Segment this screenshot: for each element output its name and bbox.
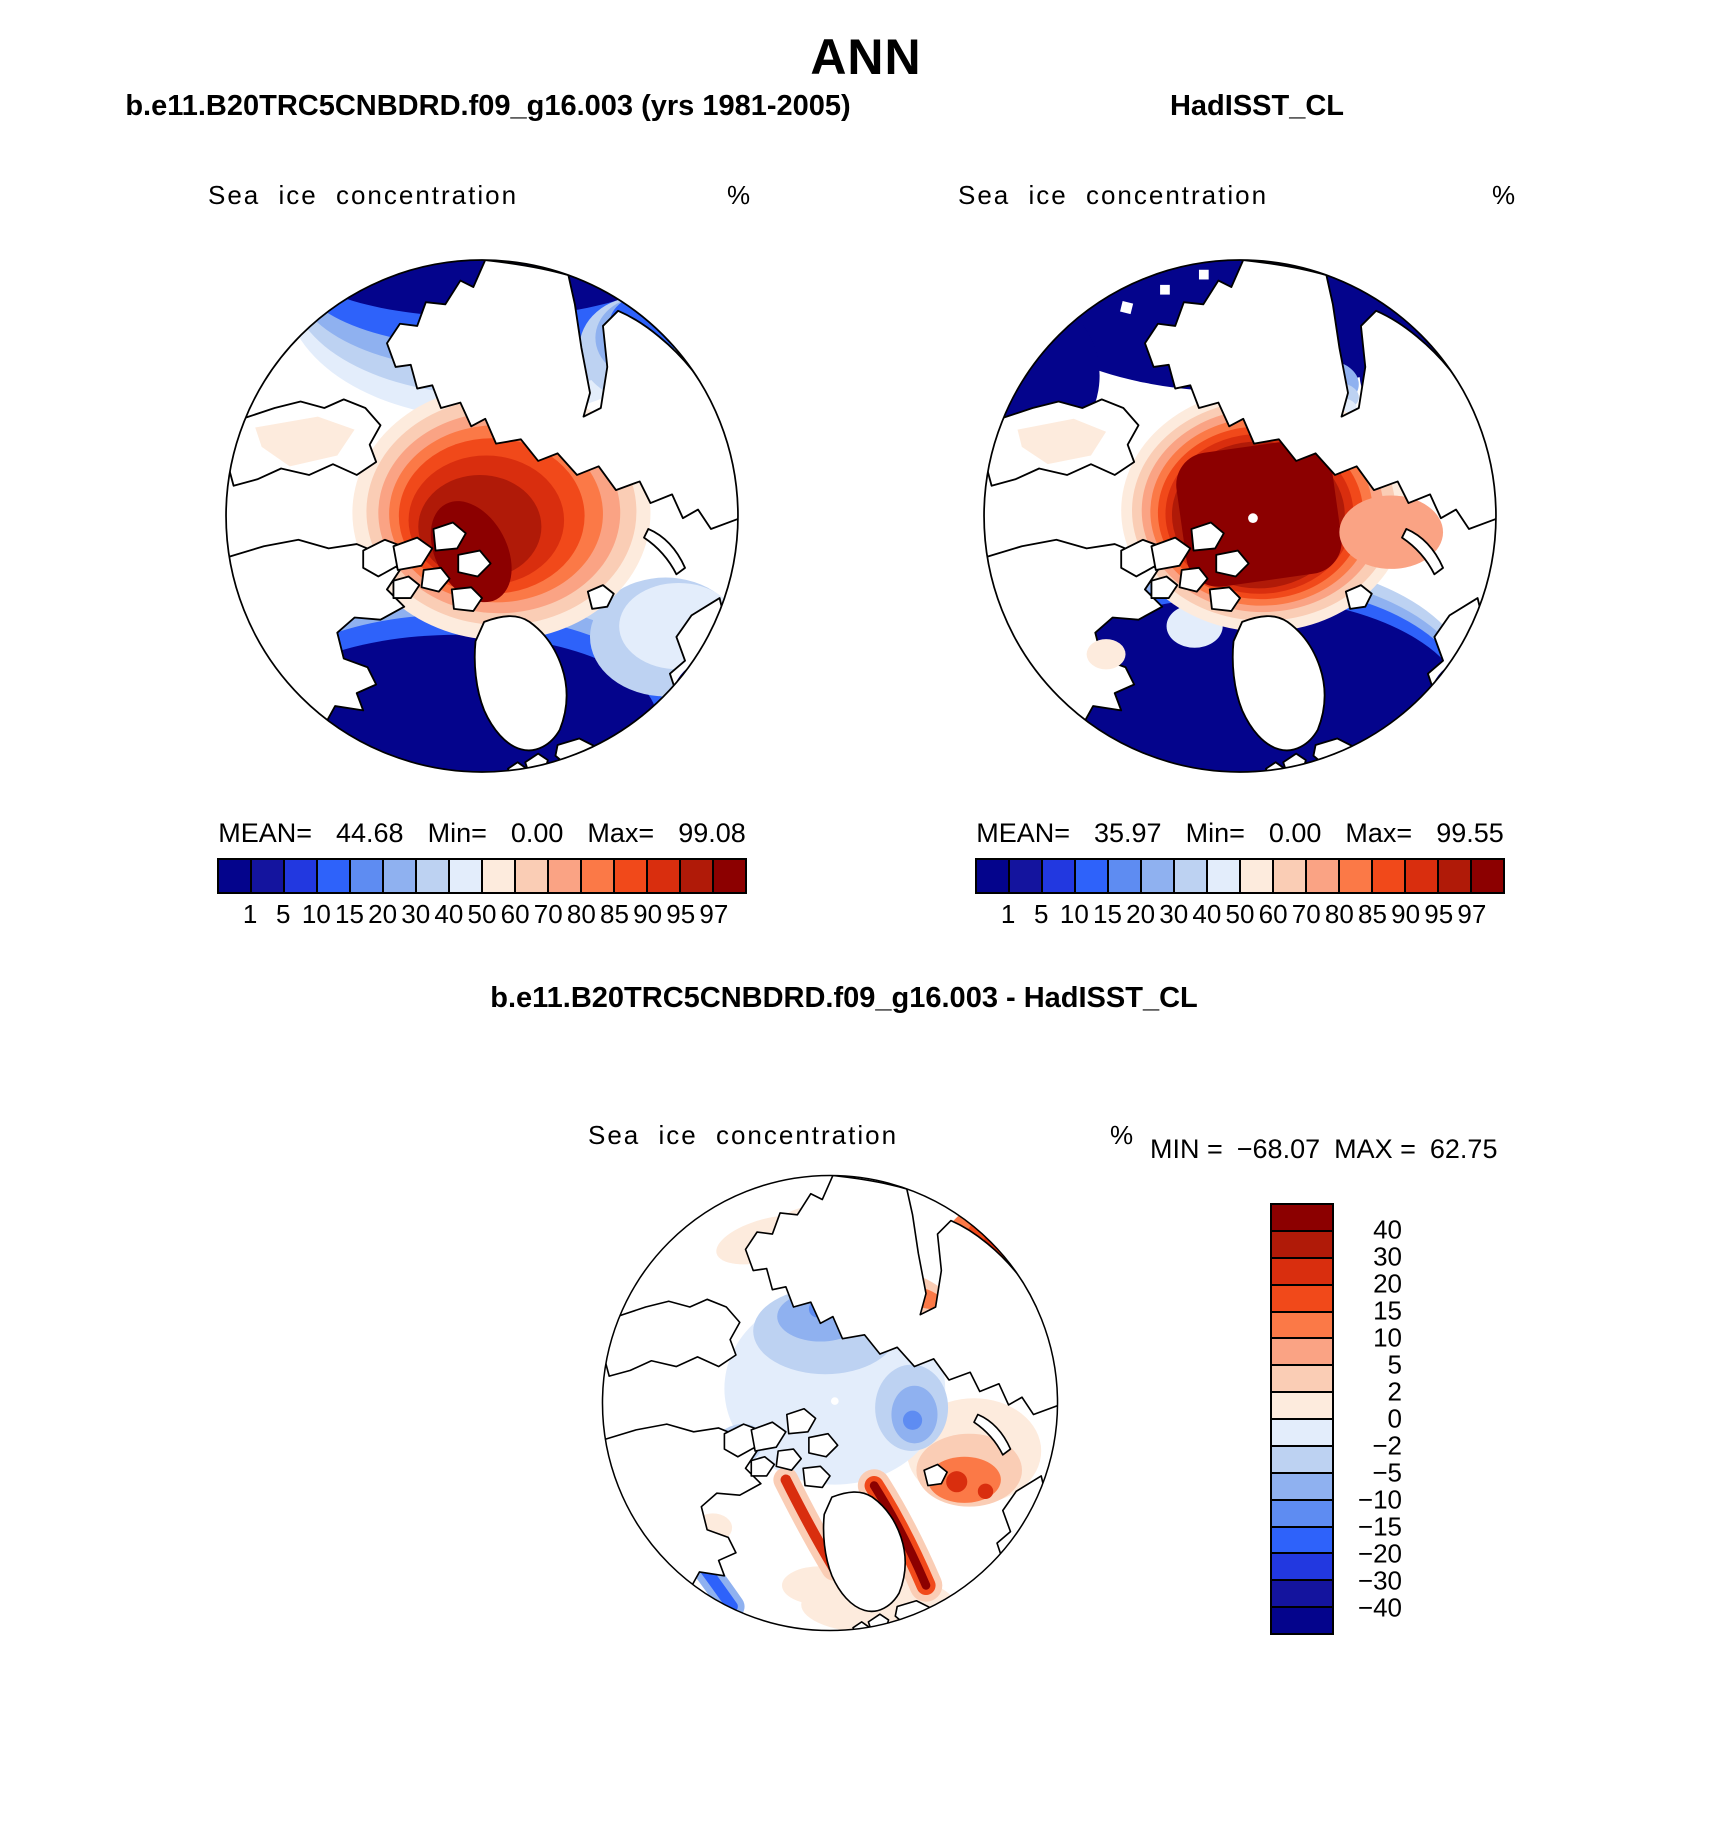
colorbar-tick-label: 97 bbox=[699, 899, 729, 929]
diff-title: b.e11.B20TRC5CNBDRD.f09_g16.003 - HadISST_CL bbox=[490, 982, 1198, 1014]
colorbar-cell bbox=[714, 860, 745, 892]
colorbar-cell bbox=[1272, 1420, 1332, 1447]
model-units-label: % bbox=[727, 180, 751, 210]
colorbar-tick-label: 15 bbox=[1093, 899, 1122, 929]
mean-label: MEAN= bbox=[218, 818, 312, 848]
min-label: MIN = bbox=[1150, 1134, 1223, 1164]
colorbar-tick-label: 5 bbox=[1387, 1349, 1402, 1380]
colorbar-cell bbox=[1272, 1608, 1332, 1633]
colorbar-cell bbox=[1272, 1581, 1332, 1608]
colorbar-cell bbox=[384, 860, 417, 892]
colorbar-cell bbox=[1272, 1393, 1332, 1420]
colorbar-cell bbox=[1439, 860, 1472, 892]
colorbar-tick-label: 1 bbox=[242, 899, 258, 929]
colorbar-tick-label: −30 bbox=[1357, 1565, 1402, 1596]
colorbar-cell bbox=[1208, 860, 1241, 892]
model-stats bbox=[217, 818, 747, 849]
colorbar-cell bbox=[1272, 1554, 1332, 1581]
colorbar-cell bbox=[516, 860, 549, 892]
max-label: MAX = bbox=[1334, 1134, 1416, 1164]
mean-value: 44.68 bbox=[336, 818, 404, 848]
colorbar-tick-label: 70 bbox=[533, 899, 563, 929]
colorbar-cells bbox=[975, 858, 1505, 894]
colorbar-cell bbox=[1340, 860, 1373, 892]
colorbar-tick-label: 30 bbox=[401, 899, 431, 929]
colorbar-tick-label: 50 bbox=[1225, 899, 1255, 929]
colorbar-tick-label: 1 bbox=[1000, 899, 1016, 929]
diff-colorbar bbox=[1270, 1203, 1334, 1635]
diff-units-label: % bbox=[1110, 1120, 1134, 1150]
colorbar-cell bbox=[549, 860, 582, 892]
colorbar-tick-label: 60 bbox=[500, 899, 530, 929]
colorbar-cell bbox=[1406, 860, 1439, 892]
colorbar-cell bbox=[615, 860, 648, 892]
colorbar-tick-label: 90 bbox=[633, 899, 663, 929]
max-label: Max= bbox=[1345, 818, 1413, 848]
model-field-label: Sea ice concentration bbox=[208, 180, 519, 210]
colorbar-cell bbox=[1272, 1205, 1332, 1232]
colorbar-cell bbox=[1272, 1313, 1332, 1340]
mean-label: MEAN= bbox=[976, 818, 1070, 848]
colorbar-cell bbox=[1373, 860, 1406, 892]
colorbar-tick-label: 90 bbox=[1391, 899, 1421, 929]
colorbar-tick-label: −10 bbox=[1357, 1484, 1402, 1515]
colorbar-cell bbox=[1307, 860, 1340, 892]
colorbar-cell bbox=[1272, 1501, 1332, 1528]
colorbar-tick-label: 5 bbox=[1034, 899, 1049, 929]
colorbar-cell bbox=[1010, 860, 1043, 892]
colorbar-tick-label: 10 bbox=[301, 899, 331, 929]
colorbar-tick-label: 20 bbox=[1126, 899, 1156, 929]
colorbar-tick-label: 50 bbox=[467, 899, 497, 929]
colorbar-cell bbox=[252, 860, 285, 892]
colorbar-tick-label: 40 bbox=[434, 899, 464, 929]
colorbar-tick-label: 15 bbox=[1373, 1295, 1402, 1326]
colorbar-cell bbox=[417, 860, 450, 892]
colorbar-tick-label: 80 bbox=[566, 899, 596, 929]
diff-colorbar-ticks bbox=[1342, 1203, 1402, 1635]
colorbar-tick-label: −40 bbox=[1357, 1592, 1402, 1623]
diff-stats bbox=[1150, 1134, 1497, 1165]
colorbar-cell bbox=[1272, 1366, 1332, 1393]
colorbar-cell bbox=[1175, 860, 1208, 892]
colorbar-cell bbox=[483, 860, 516, 892]
colorbar-tick-label: 40 bbox=[1192, 899, 1222, 929]
colorbar-tick-label: 10 bbox=[1373, 1322, 1402, 1353]
colorbar-cell bbox=[1274, 860, 1307, 892]
colorbar-cell bbox=[1272, 1447, 1332, 1474]
colorbar-tick-label: 5 bbox=[276, 899, 291, 929]
colorbar-cell bbox=[1241, 860, 1274, 892]
obs-colorbar bbox=[975, 858, 1505, 929]
colorbar-tick-label: −15 bbox=[1357, 1511, 1402, 1542]
colorbar-cell bbox=[351, 860, 384, 892]
colorbar-cells bbox=[217, 858, 747, 894]
max-value: 99.08 bbox=[678, 818, 746, 848]
colorbar-tick-label: 80 bbox=[1324, 899, 1354, 929]
model-colorbar bbox=[217, 858, 747, 929]
obs-dataset-title: HadISST_CL bbox=[1169, 90, 1345, 122]
colorbar-tick-label: −5 bbox=[1372, 1457, 1402, 1488]
colorbar-cell bbox=[318, 860, 351, 892]
obs-field-label: Sea ice concentration bbox=[958, 180, 1269, 210]
colorbar-cell bbox=[681, 860, 714, 892]
colorbar-cell bbox=[1043, 860, 1076, 892]
obs-polar-map bbox=[970, 246, 1510, 786]
season-title: ANN bbox=[810, 29, 922, 85]
colorbar-cell bbox=[1272, 1286, 1332, 1313]
colorbar-cell bbox=[1272, 1528, 1332, 1555]
obs-units-label: % bbox=[1492, 180, 1516, 210]
colorbar-tick-label: 15 bbox=[335, 899, 364, 929]
colorbar-tick-label: 30 bbox=[1373, 1241, 1402, 1272]
colorbar-tick-label: 95 bbox=[1424, 899, 1454, 929]
colorbar-cell bbox=[219, 860, 252, 892]
min-value: 0.00 bbox=[510, 818, 564, 848]
colorbar-tick-label: 40 bbox=[1373, 1214, 1402, 1245]
colorbar-cell bbox=[1272, 1474, 1332, 1501]
colorbar-cell bbox=[1272, 1259, 1332, 1286]
colorbar-cell bbox=[285, 860, 318, 892]
colorbar-tick-label: 30 bbox=[1159, 899, 1189, 929]
model-polar-map bbox=[212, 246, 752, 786]
obs-stats bbox=[975, 818, 1505, 849]
colorbar-tick-label: 10 bbox=[1059, 899, 1089, 929]
min-label: Min= bbox=[1185, 818, 1245, 848]
colorbar-cell bbox=[450, 860, 483, 892]
colorbar-cell bbox=[1142, 860, 1175, 892]
diff-field-label: Sea ice concentration bbox=[588, 1120, 899, 1150]
min-value: −68.07 bbox=[1236, 1134, 1321, 1164]
colorbar-tick-label: 0 bbox=[1387, 1403, 1402, 1434]
min-value: 0.00 bbox=[1268, 818, 1322, 848]
colorbar-cell bbox=[648, 860, 681, 892]
colorbar-tick-label: 20 bbox=[368, 899, 398, 929]
max-label: Max= bbox=[587, 818, 655, 848]
colorbar-cell bbox=[977, 860, 1010, 892]
colorbar-tick-label: 97 bbox=[1457, 899, 1487, 929]
colorbar-cell bbox=[1272, 1339, 1332, 1366]
model-case-title: b.e11.B20TRC5CNBDRD.f09_g16.003 (yrs 1981-2005) bbox=[125, 90, 851, 122]
colorbar-tick-label: 85 bbox=[600, 899, 629, 929]
colorbar-ticks bbox=[217, 899, 747, 929]
colorbar-tick-label: 85 bbox=[1358, 899, 1387, 929]
colorbar-cell bbox=[1272, 1232, 1332, 1259]
colorbar-tick-label: −2 bbox=[1372, 1430, 1402, 1461]
colorbar-tick-label: −20 bbox=[1357, 1538, 1402, 1569]
colorbar-cell bbox=[1076, 860, 1109, 892]
colorbar-tick-label: 20 bbox=[1373, 1268, 1402, 1299]
colorbar-ticks bbox=[975, 899, 1505, 929]
max-value: 99.55 bbox=[1436, 818, 1504, 848]
colorbar-tick-label: 2 bbox=[1387, 1376, 1402, 1407]
colorbar-cell bbox=[1472, 860, 1503, 892]
diff-polar-map bbox=[590, 1163, 1070, 1643]
colorbar-cell bbox=[1109, 860, 1142, 892]
min-label: Min= bbox=[427, 818, 487, 848]
colorbar-tick-label: 95 bbox=[666, 899, 696, 929]
mean-value: 35.97 bbox=[1094, 818, 1162, 848]
max-value: 62.75 bbox=[1429, 1134, 1498, 1164]
colorbar-cell bbox=[582, 860, 615, 892]
colorbar-tick-label: 60 bbox=[1258, 899, 1288, 929]
colorbar-tick-label: 70 bbox=[1291, 899, 1321, 929]
